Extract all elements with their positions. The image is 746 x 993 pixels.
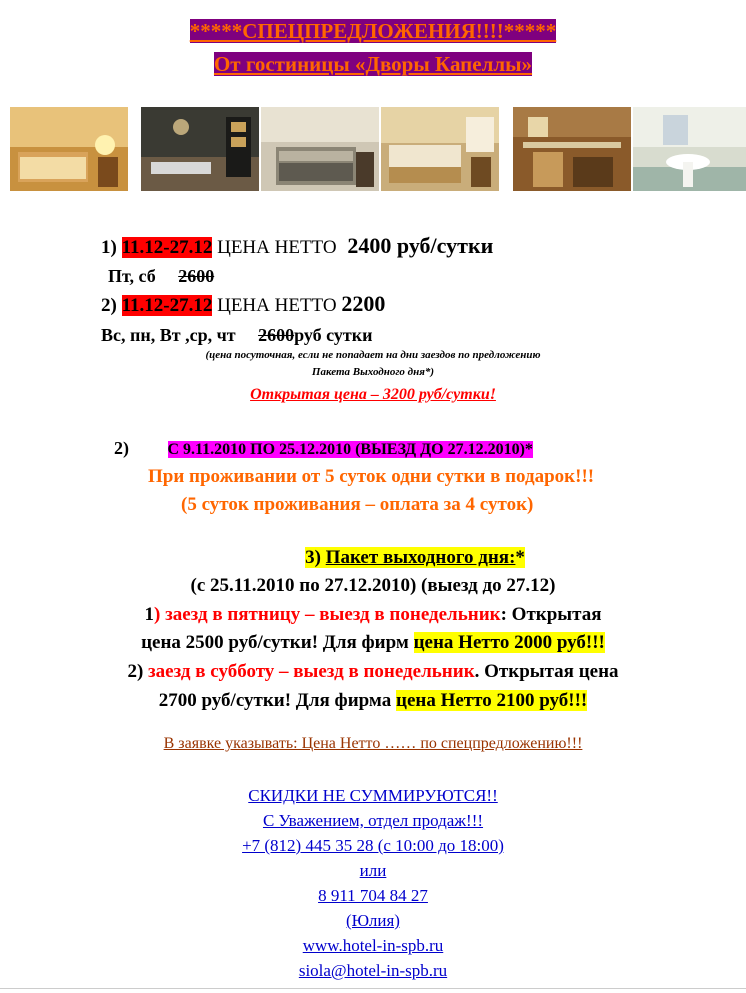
offer3-a-line-2 bbox=[0, 632, 746, 654]
offer1-b-dates: 11.12-27.12 bbox=[121, 295, 213, 316]
offer3-a-netto: цена Нетто 2000 руб!!! bbox=[413, 632, 605, 653]
phone-1-link[interactable]: +7 (812) 445 35 28 (с 10:00 до 18:00) bbox=[242, 836, 504, 855]
offer3-a-line-1 bbox=[0, 604, 746, 626]
contacts-block bbox=[0, 783, 746, 983]
offer3-b-rest: . Открытая цена bbox=[474, 661, 619, 682]
offer3-a-rest: : Открытая bbox=[500, 604, 602, 625]
website-link[interactable]: www.hotel-in-spb.ru bbox=[302, 936, 444, 955]
offer1-b-label: ЦЕНА НЕТТО bbox=[217, 295, 337, 316]
offer3-a-condition: ) заезд в пятницу – выезд в понедельник bbox=[154, 604, 501, 625]
offer1-b-unit: руб сутки bbox=[294, 325, 373, 345]
offer1-line-b-days bbox=[101, 325, 372, 346]
email-link[interactable]: siola@hotel-in-spb.ru bbox=[298, 961, 448, 980]
room-photo-6 bbox=[633, 107, 746, 191]
offer1-a-old-price: 2600 bbox=[178, 266, 215, 286]
offer2-line-2: (5 суток проживания – оплата за 4 суток) bbox=[181, 494, 534, 515]
regards-link[interactable]: С Уважением, отдел продаж!!! bbox=[262, 811, 484, 830]
offer1-note-1: (цена посуточная, если не попадает на дни заездов по предложению bbox=[205, 349, 541, 361]
offer3-b-line-1 bbox=[0, 661, 746, 683]
request-note bbox=[0, 735, 746, 753]
offer3-b-line-2 bbox=[0, 690, 746, 712]
offer1-b-price: 2200 bbox=[341, 291, 386, 316]
contact-name-link[interactable]: (Юлия) bbox=[346, 911, 400, 930]
offer1-a-price: 2400 руб/сутки bbox=[347, 233, 494, 258]
room-photo-5 bbox=[513, 107, 631, 191]
offer3-period: (с 25.11.2010 по 27.12.2010) (выезд до 27.12) bbox=[190, 575, 556, 596]
offer1-line-a-days bbox=[108, 266, 214, 287]
offer1-open-price: Открытая цена – 3200 руб/сутки! bbox=[250, 386, 496, 403]
offer3-title-text: Пакет выходного дня: bbox=[325, 547, 516, 568]
room-photo-3 bbox=[261, 107, 379, 191]
offer1-note-2: Пакета Выходного дня*) bbox=[311, 366, 435, 378]
offer1-a-label: ЦЕНА НЕТТО bbox=[217, 237, 337, 258]
offer2-header bbox=[114, 438, 533, 459]
bottom-divider bbox=[0, 988, 746, 989]
room-photo-2 bbox=[141, 107, 259, 191]
offer3-b-condition: заезд в субботу – выезд в понедельник bbox=[148, 661, 475, 682]
or-link[interactable]: или bbox=[359, 861, 387, 880]
photo-strip bbox=[10, 107, 730, 192]
offer3-b-price: 2700 руб/сутки! Для фирма bbox=[158, 690, 396, 711]
offer3-a-price: цена 2500 руб/сутки! Для фирм bbox=[141, 632, 414, 653]
offer3-title-number: 3) bbox=[305, 547, 326, 568]
no-sum-link[interactable]: СКИДКИ НЕ СУММИРУЮТСЯ!! bbox=[248, 786, 498, 805]
offer1-a-number: 1) bbox=[101, 237, 117, 258]
offer1-line-b bbox=[101, 291, 385, 317]
offer1-a-days: Пт, сб bbox=[108, 266, 156, 286]
special-offers-title: *****СПЕЦПРЕДЛОЖЕНИЯ!!!!***** bbox=[189, 19, 557, 43]
offer3-b-number: 2) bbox=[127, 661, 149, 682]
offer2-line-1: При проживании от 5 суток одни сутки в подарок!!! bbox=[148, 466, 595, 487]
hotel-name-title: От гостиницы «Дворы Капеллы» bbox=[213, 52, 533, 76]
offer3-b-netto: цена Нетто 2100 руб!!! bbox=[396, 690, 588, 711]
room-photo-4 bbox=[381, 107, 499, 191]
offer3-title bbox=[0, 547, 746, 569]
request-note-text: В заявке указывать: Цена Нетто …… по спецпредложению!!! bbox=[163, 735, 583, 752]
offer3-title-star: * bbox=[515, 547, 525, 568]
offer3-a-number: 1 bbox=[144, 604, 155, 625]
offer2-number: 2) bbox=[114, 438, 129, 458]
header-line-1 bbox=[0, 19, 746, 44]
offer1-b-old-price: 2600 bbox=[258, 325, 295, 345]
offer2-dates: С 9.11.2010 ПО 25.12.2010 (ВЫЕЗД ДО 27.12.2010)* bbox=[167, 441, 533, 458]
offer1-a-dates: 11.12-27.12 bbox=[121, 237, 213, 258]
offer1-b-number: 2) bbox=[101, 295, 117, 316]
offer1-b-days: Вс, пн, Вт ,ср, чт bbox=[101, 325, 236, 345]
offer1-line-a bbox=[101, 233, 493, 259]
room-photo-1 bbox=[10, 107, 128, 191]
phone-2-link[interactable]: 8 911 704 84 27 bbox=[318, 886, 428, 905]
header-line-2 bbox=[0, 52, 746, 77]
